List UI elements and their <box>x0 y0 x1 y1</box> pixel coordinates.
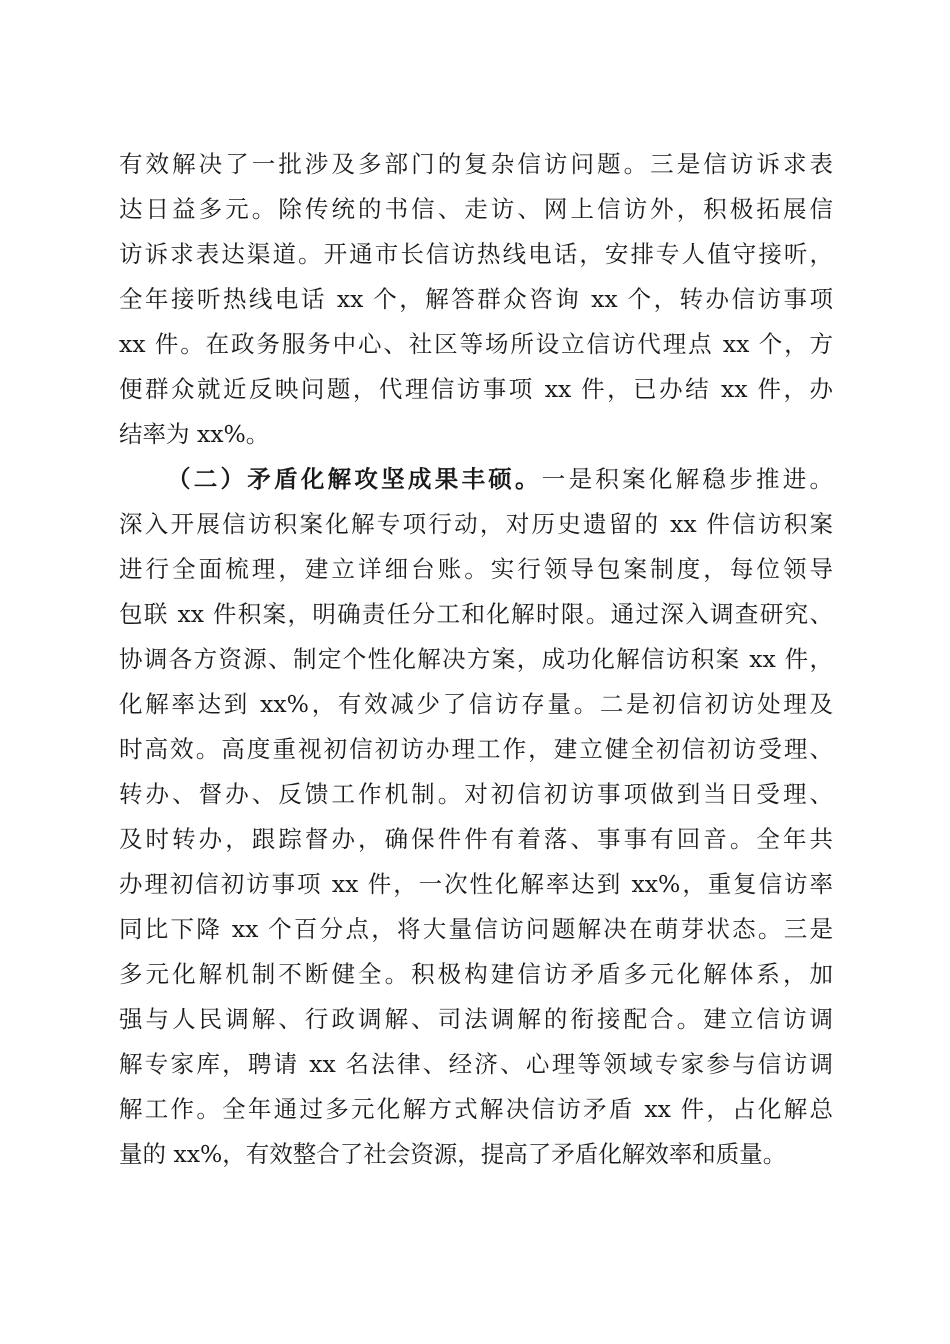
paragraph-2 <box>119 457 833 1177</box>
document-body <box>119 142 833 1177</box>
text-line: 包联 xx 件积案，明确责任分工和化解时限。通过深入调查研究、 <box>119 600 833 628</box>
text-line: 有效解决了一批涉及多部门的复杂信访问题。三是信访诉求表 <box>119 150 833 178</box>
text-line: 结率为 xx%。 <box>119 420 270 448</box>
text-line: 化解率达到 xx%，有效减少了信访存量。二是初信初访处理及 <box>119 690 833 718</box>
text-line: xx 件。在政务服务中心、社区等场所设立信访代理点 xx 个，方 <box>119 330 833 358</box>
paragraph-2-first-line <box>119 457 833 502</box>
section-heading: （二）矛盾化解攻坚成果丰硕。 <box>167 465 542 493</box>
text-line: 访诉求表达渠道。开通市长信访热线电话，安排专人值守接听， <box>119 240 833 268</box>
text-line: 办理初信初访事项 xx 件，一次性化解率达到 xx%，重复信访率 <box>119 870 833 898</box>
text-line: 及时转办，跟踪督办，确保件件有着落、事事有回音。全年共 <box>119 825 833 853</box>
text-line: 转办、督办、反馈工作机制。对初信初访事项做到当日受理、 <box>119 780 833 808</box>
text-line: 深入开展信访积案化解专项行动，对历史遗留的 xx 件信访积案 <box>119 510 833 538</box>
text-line: 同比下降 xx 个百分点，将大量信访问题解决在萌芽状态。三是 <box>119 915 833 943</box>
text-line: 时高效。高度重视初信初访办理工作，建立健全初信初访受理、 <box>119 735 833 763</box>
text-line: 解专家库，聘请 xx 名法律、经济、心理等领域专家参与信访调 <box>119 1050 833 1078</box>
paragraph-1 <box>119 142 833 457</box>
text-line: 便群众就近反映问题，代理信访事项 xx 件，已办结 xx 件，办 <box>119 375 833 403</box>
text-line: 量的 xx%，有效整合了社会资源，提高了矛盾化解效率和质量。 <box>119 1140 787 1168</box>
text-line: 协调各方资源、制定个性化解决方案，成功化解信访积案 xx 件， <box>119 645 833 673</box>
text-line: 解工作。全年通过多元化解方式解决信访矛盾 xx 件，占化解总 <box>119 1095 833 1123</box>
text-line: 全年接听热线电话 xx 个，解答群众咨询 xx 个，转办信访事项 <box>119 285 833 313</box>
section-first-sentence: 一是积案化解稳步推进。 <box>541 465 833 493</box>
text-line: 强与人民调解、行政调解、司法调解的衔接配合。建立信访调 <box>119 1005 833 1033</box>
text-line: 多元化解机制不断健全。积极构建信访矛盾多元化解体系，加 <box>119 960 833 988</box>
text-line: 达日益多元。除传统的书信、走访、网上信访外，积极拓展信 <box>119 195 833 223</box>
text-line: 进行全面梳理，建立详细台账。实行领导包案制度，每位领导 <box>119 555 833 583</box>
